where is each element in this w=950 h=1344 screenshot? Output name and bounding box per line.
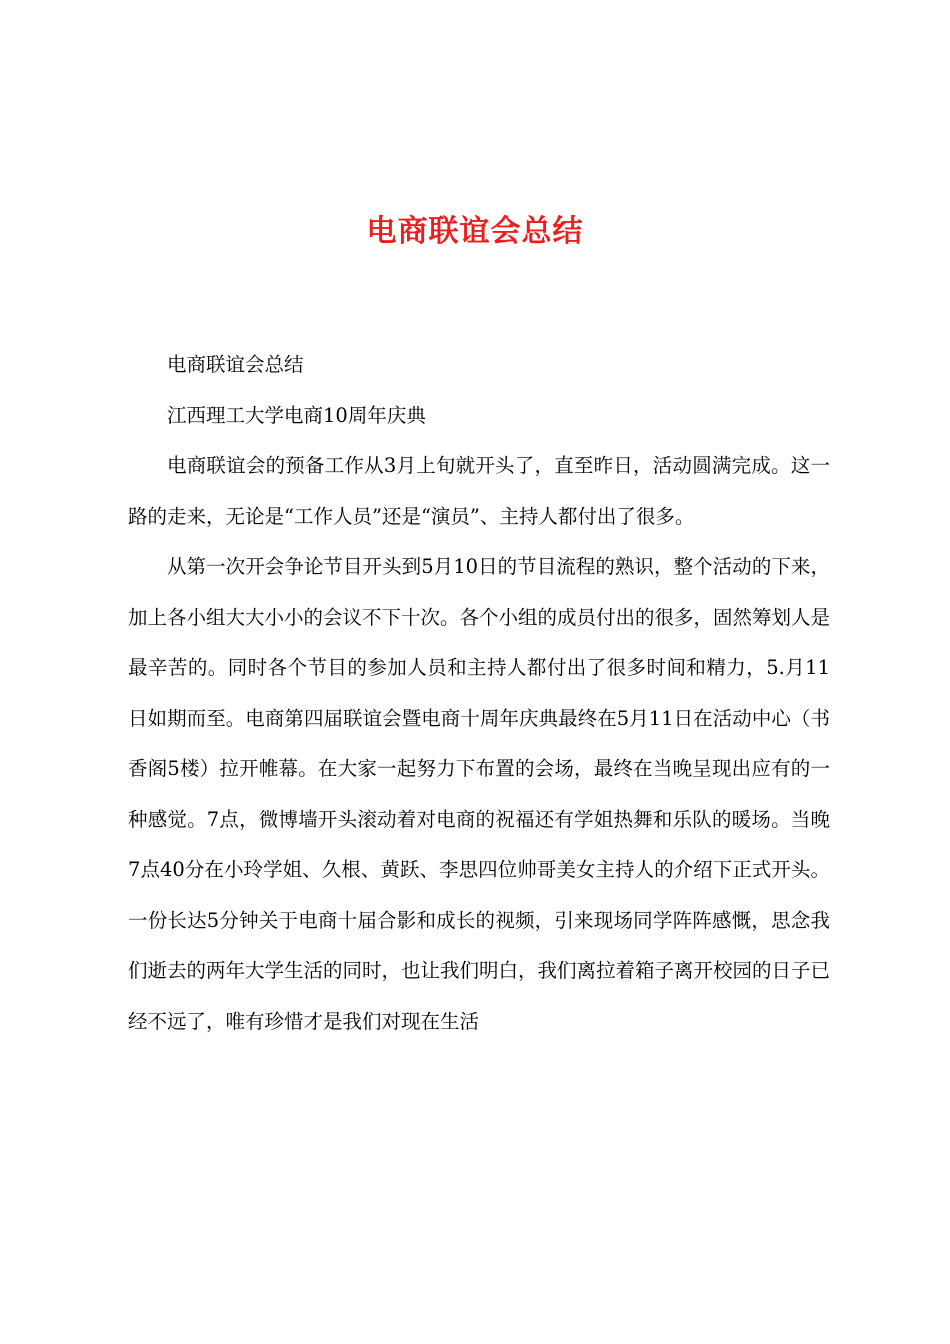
paragraph-intro: 电商联谊会的预备工作从3月上旬就开头了，直至昨日，活动圆满完成。这一路的走来，无论是“工作人员”还是“演员”、主持人都付出了很多。 — [128, 454, 830, 528]
paragraph-heading: 电商联谊会总结 — [167, 353, 304, 376]
paragraph-main: 从第一次开会争论节目开头到5月10日的节目流程的熟识，整个活动的下来，加上各小组大大小小的会议不下十次。各个小组的成员付出的很多，固然筹划人是最辛苦的。同时各个节目的参加人员和主持人都付出了很多时间和精力，5.月11日如期而至。电商第四届联谊会暨电商十周年庆典最终在5月11日在活动中心（书香阁5楼）拉开帷幕。在大家一起努力下布置的会场，最终在当晚呈现出应有的一种感觉。7点，微博墙开头滚动着对电商的祝福还有学姐热舞和乐队的暖场。当晚7点40分在小玲学姐、久根、黄跃、李思四位帅哥美女主持人的介绍下正式开头。一份长达5分钟关于电商十届合影和成长的视频，引来现场同学阵阵感慨，思念我们逝去的两年大学生活的同时，也让我们明白，我们离拉着箱子离开校园的日子已经不远了，唯有珍惜才是我们对现在生活 — [128, 555, 831, 1033]
document-title: 电商联谊会总结 — [366, 214, 584, 249]
document-body — [128, 340, 830, 1047]
paragraph-subtitle: 江西理工大学电商10周年庆典 — [167, 403, 426, 427]
